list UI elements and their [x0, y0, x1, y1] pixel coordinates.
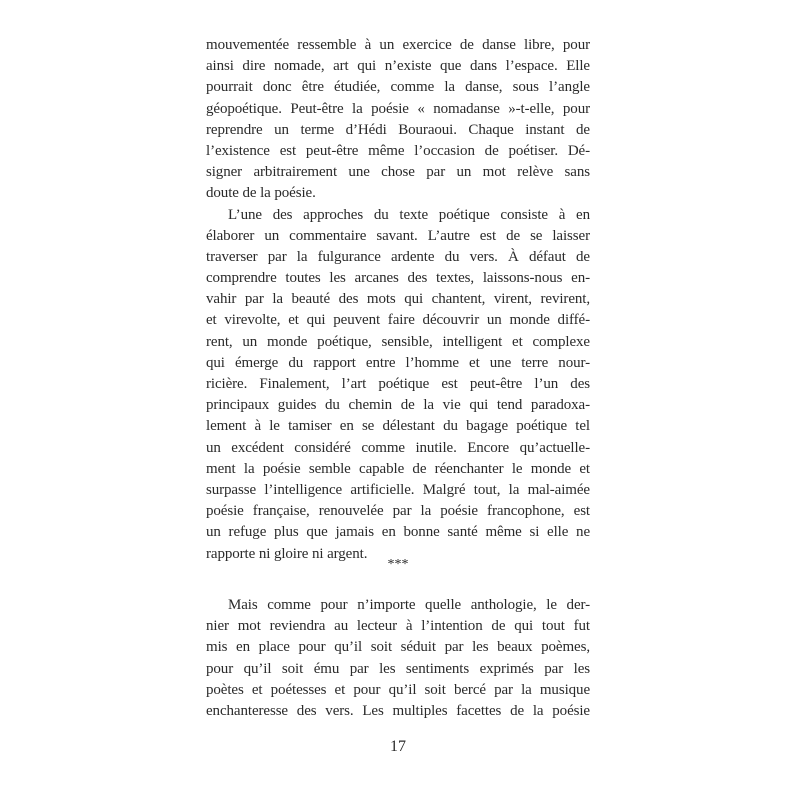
- section-separator: ***: [387, 557, 409, 572]
- text-line: élaborer un commentaire savant. L’autre est de se laisser: [206, 227, 590, 244]
- text-line: ment la poésie semble capable de réenchanter le monde et: [206, 460, 590, 477]
- body-text-block-1: [206, 35, 590, 565]
- text-line: un refuge plus que jamais en bonne santé même si elle ne: [206, 524, 590, 541]
- text-line: comprendre toutes les arcanes des textes, laissons-nous en-: [206, 270, 590, 287]
- text-line: reprendre un terme d’Hédi Bouraoui. Chaque instant de: [206, 121, 590, 138]
- text-line: ricière. Finalement, l’art poétique est peut-être l’un des: [206, 376, 590, 392]
- text-line: un excédent considéré comme inutile. Encore qu’actuelle-: [206, 439, 590, 456]
- text-line: doute de la poésie.: [206, 185, 316, 202]
- text-line: mouvementée ressemble à un exercice de danse libre, pour: [206, 37, 590, 53]
- text-line: géopoétique. Peut-être la poésie « nomadanse »-t-elle, pour: [206, 100, 590, 117]
- text-line: signer arbitrairement une chose par un mot relève sans: [206, 164, 590, 181]
- text-line: et virevolte, et qui peuvent faire découvrir un monde diffé-: [206, 312, 590, 329]
- text-line: pourrait donc être étudiée, comme la danse, sous l’angle: [206, 79, 590, 96]
- text-line: principaux guides du chemin de la vie qui tend paradoxa-: [206, 397, 590, 414]
- text-line: rent, un monde poétique, sensible, intelligent et complexe: [206, 333, 590, 350]
- text-line: qui émerge du rapport entre l’homme et une terre nour-: [206, 354, 590, 371]
- text-line: Mais comme pour n’importe quelle anthologie, le der-: [228, 597, 590, 613]
- text-line: traverser par la fulgurance ardente du vers. À défaut de: [206, 248, 590, 265]
- text-line: surpasse l’intelligence artificielle. Malgré tout, la mal-aimée: [206, 481, 590, 498]
- text-line: enchanteresse des vers. Les multiples facettes de la poésie: [206, 702, 590, 719]
- text-line: l’existence est peut-être même l’occasion de poétiser. Dé-: [206, 142, 590, 159]
- text-line: poètes et poétesses et pour qu’il soit bercé par la musique: [206, 681, 590, 698]
- text-line: poésie française, renouvelée par la poésie francophone, est: [206, 503, 590, 520]
- page-number: 17: [390, 738, 406, 755]
- body-text-block-2: [206, 595, 590, 722]
- text-line: ainsi dire nomade, art qui n’existe que dans l’espace. Elle: [206, 58, 590, 75]
- text-line: mis en place pour qu’il soit séduit par les beaux poèmes,: [206, 639, 590, 656]
- text-line: nier mot reviendra au lecteur à l’intention de qui tout fut: [206, 618, 590, 635]
- text-line: L’une des approches du texte poétique consiste à en: [228, 206, 590, 223]
- text-line: lement à le tamiser en se délestant du bagage poétique tel: [206, 418, 590, 435]
- text-line: vahir par la beauté des mots qui chantent, virent, revirent,: [206, 291, 590, 308]
- text-line: pour qu’il soit ému par les sentiments exprimés par les: [206, 660, 590, 677]
- text-line: rapporte ni gloire ni argent.: [206, 545, 368, 562]
